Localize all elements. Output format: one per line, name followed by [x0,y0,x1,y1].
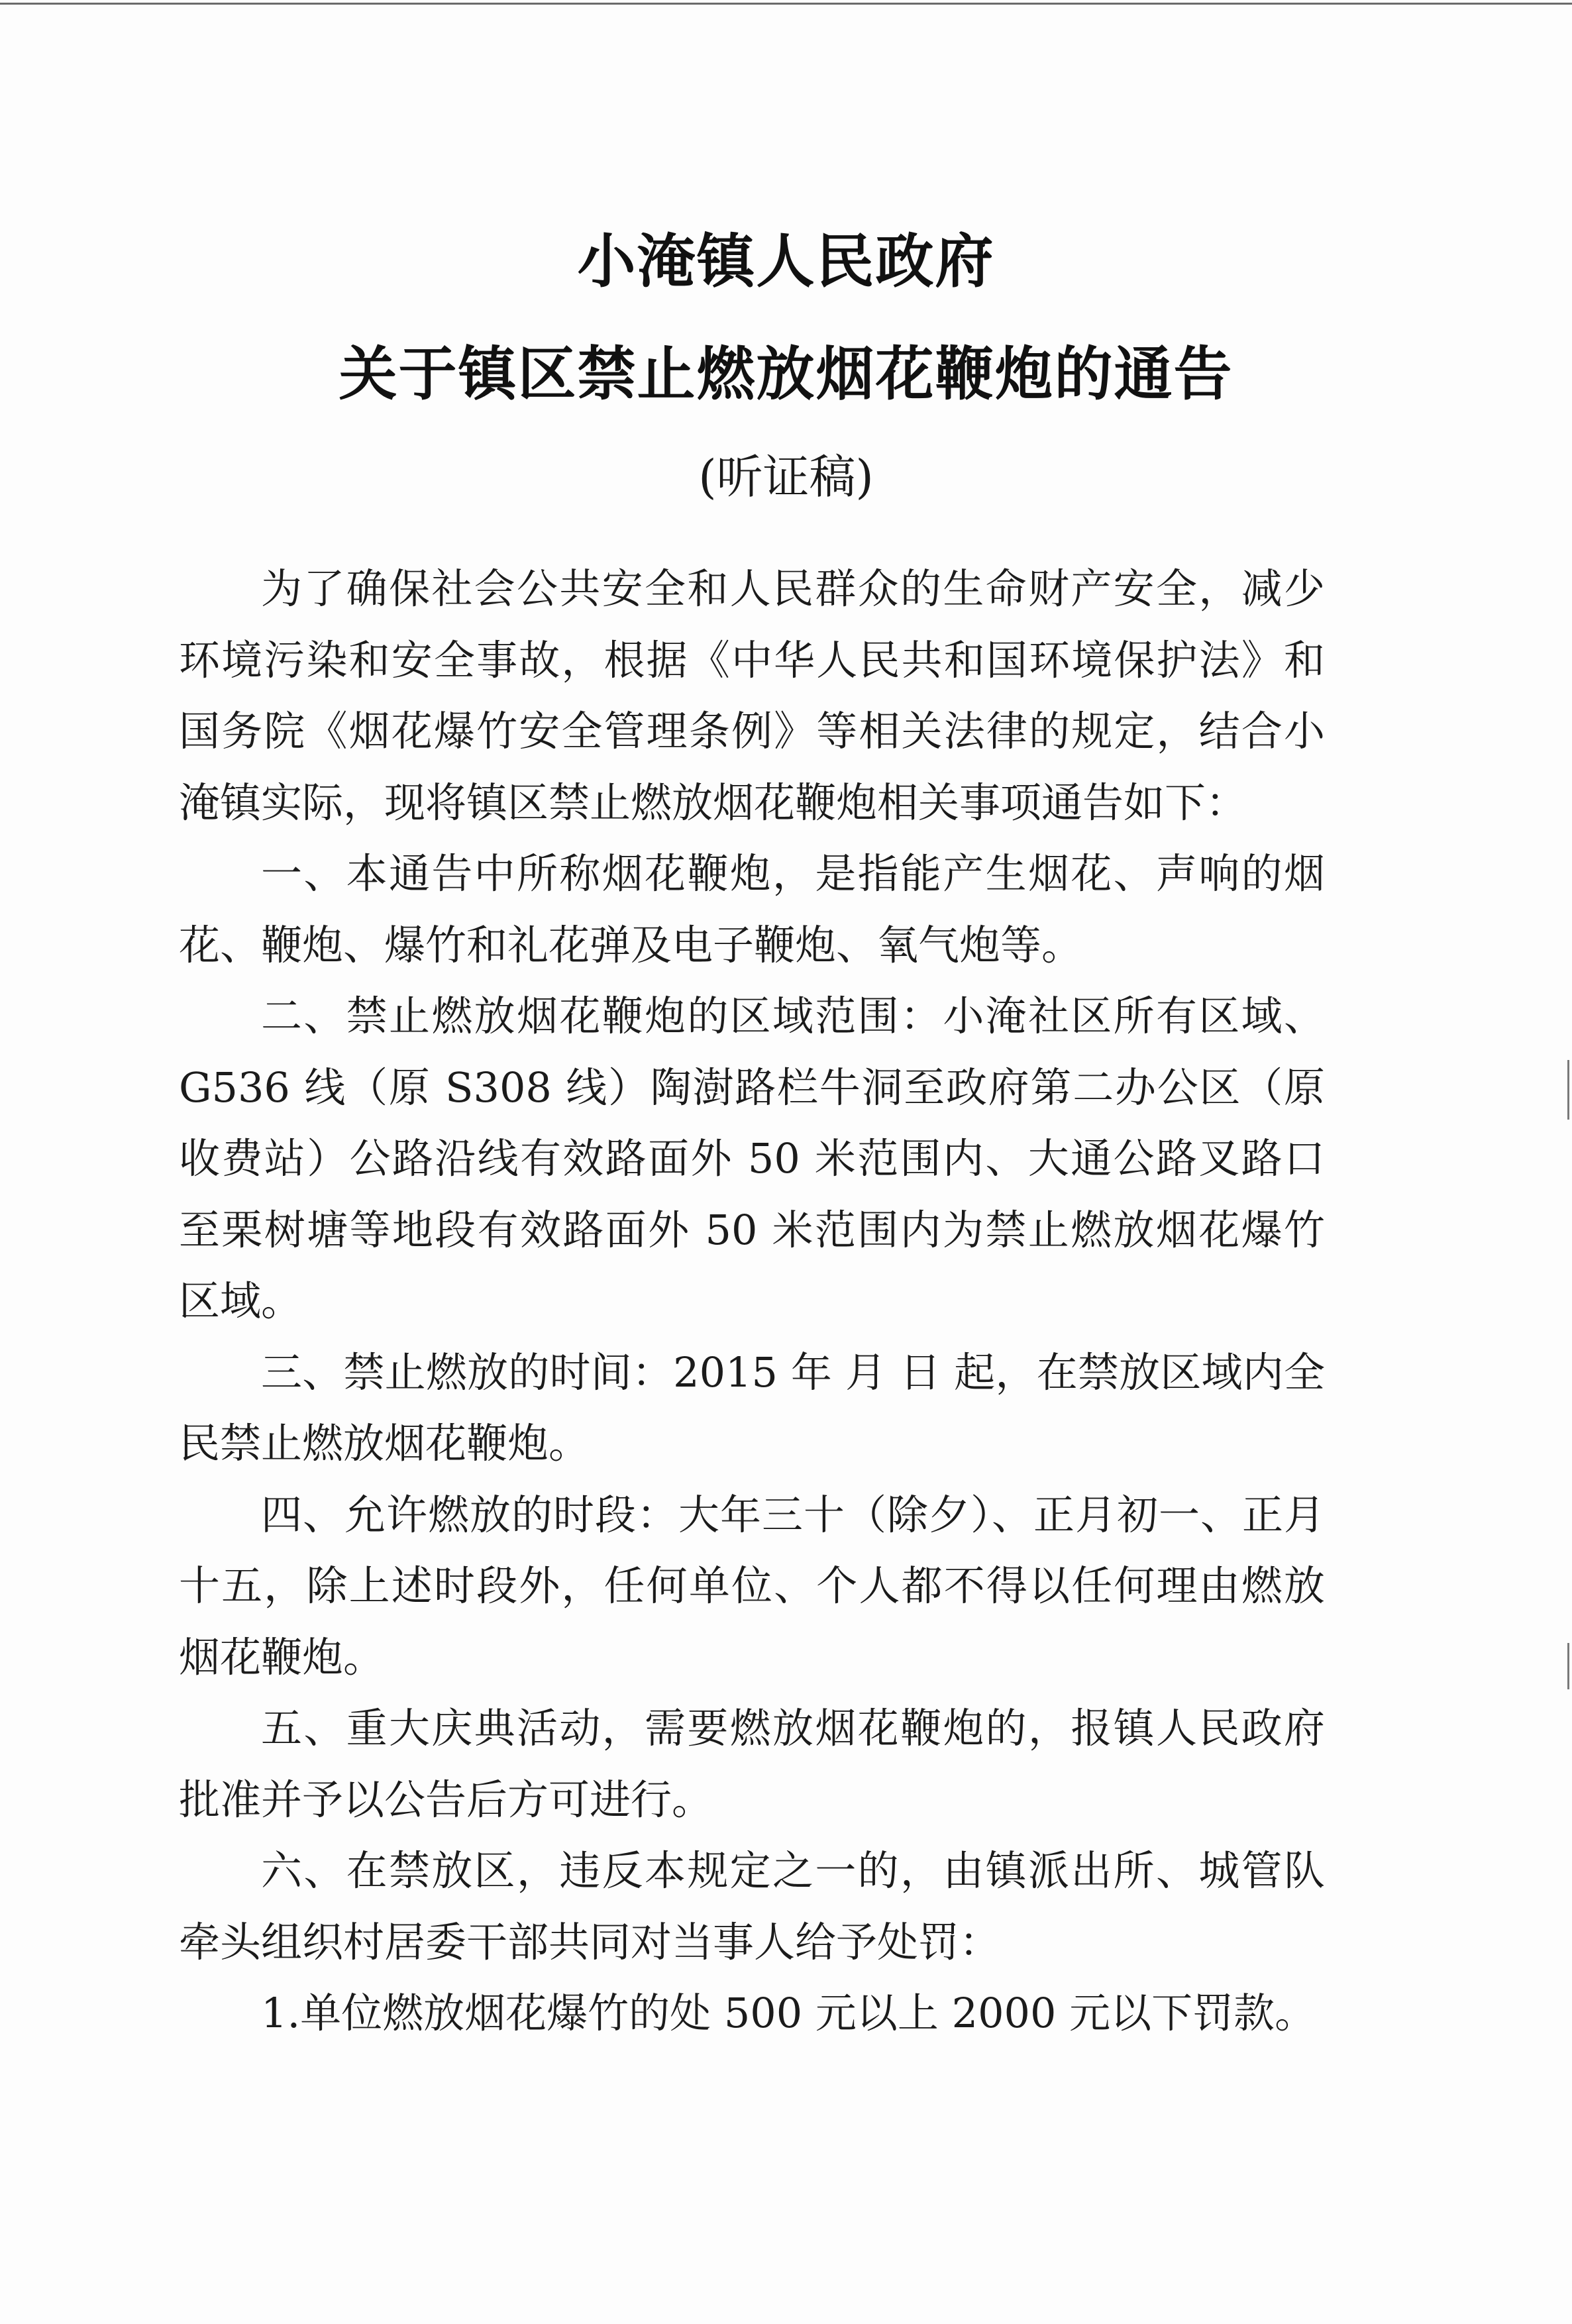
paragraph-4-allowed-periods: 四、允许燃放的时段：大年三十（除夕）、正月初一、正月十五，除上述时段外，任何单位、个人都不得以任何理由燃放烟花鞭炮。 [179,1490,1325,1681]
paragraph-5-celebrations: 五、重大庆典活动，需要燃放烟花鞭炮的，报镇人民政府批准并予以公告后方可进行。 [179,1704,1325,1824]
paragraph-intro: 为了确保社会公共安全和人民群众的生命财产安全，减少环境污染和安全事故，根据《中华人民共和国环境保护法》和国务院《烟花爆竹安全管理条例》等相关法律的规定，结合小淹镇实际，现将镇区禁止燃放烟花鞭炮相关事项通告如下： [179,564,1325,827]
paragraph-2-area: 二、禁止燃放烟花鞭炮的区域范围：小淹社区所有区域、G536 线（原 S308 线）陶澍路栏牛洞至政府第二办公区（原收费站）公路沿线有效路面外 50 米范围内、大通公路叉路口至栗树塘等地段有效路面外 50 米范围内为禁止燃放烟花爆竹区域。 [179,992,1325,1325]
scan-artifact [1567,1643,1569,1689]
scan-edge-line [0,3,1572,5]
scan-artifact [1567,1060,1569,1120]
title-block [0,205,1572,523]
paragraph-3-time: 三、禁止燃放的时间：2015 年 月 日 起，在禁放区域内全民禁止燃放烟花鞭炮。 [179,1347,1325,1467]
paragraph-1-definition: 一、本通告中所称烟花鞭炮，是指能产生烟花、声响的烟花、鞭炮、爆竹和礼花弹及电子鞭炮、氧气炮等。 [179,849,1325,969]
draft-status: (听证稿) [698,450,874,504]
title-issuer: 小淹镇人民政府 [577,227,995,295]
paragraph-penalty-item-1: 1.单位燃放烟花爆竹的处 500 元以上 2000 元以下罚款。 [261,1989,1316,2037]
title-subject: 关于镇区禁止燃放烟花鞭炮的通告 [339,340,1233,408]
notice-body [179,553,1325,2049]
paragraph-6-penalties: 六、在禁放区，违反本规定之一的，由镇派出所、城管队牵头组织村居委干部共同对当事人给予处罚： [179,1846,1325,1966]
